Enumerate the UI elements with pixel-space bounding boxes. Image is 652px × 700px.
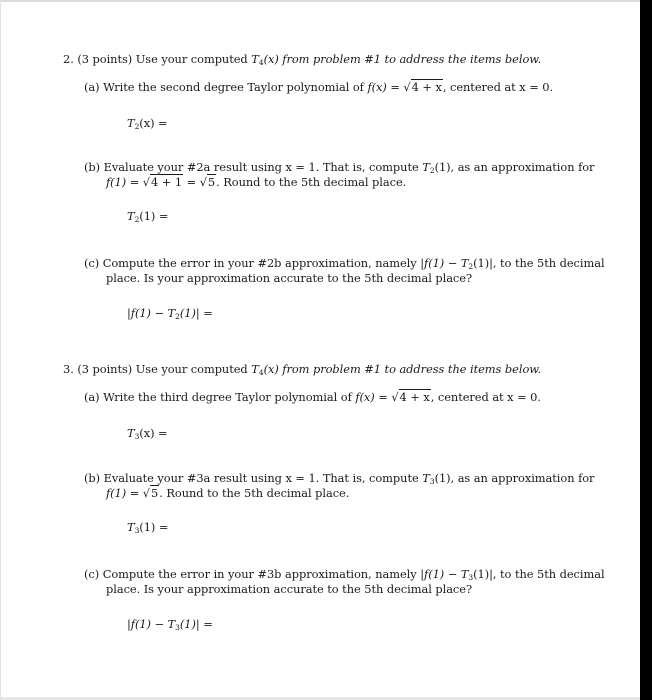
problem-2a-answer-line: $T_2(x)$ =: [127, 116, 168, 131]
problem-2c-prompt-line1: (c) Compute the error in your #2b approximation, namely $|f(1) - T_2(1)|$, to the 5th decimal: [84, 256, 605, 271]
problem-points: (3 points): [77, 362, 133, 376]
problem-3b-prompt-line1: (b) Evaluate your #3a result using x = 1. That is, compute $T_3(1)$, as an approximation for: [84, 471, 595, 486]
problem-3c-prompt-line1: (c) Compute the error in your #3b approximation, namely $|f(1) - T_3(1)|$, to the 5th decimal: [84, 567, 605, 582]
problem-3a-answer-line: $T_3(x)$ =: [127, 426, 168, 441]
problem-2c-prompt-line2: place. Is your approximation accurate to the 5th decimal place?: [106, 271, 473, 285]
problem-points: (3 points): [77, 52, 133, 66]
problem-3b-prompt-line2: f(1) = √5. Round to the 5th decimal place.: [106, 486, 350, 500]
problem-3c-answer-line: $|f(1) - T_3(1)|$ =: [127, 617, 213, 632]
problem-2b-answer-line: $T_2(1)$ =: [127, 209, 169, 224]
problem-3b-answer-line: $T_3(1)$ =: [127, 520, 169, 535]
problem-2-heading: 2. (3 points) Use your computed $T_4(x)$ from problem #1 to address the items below.: [63, 52, 542, 67]
problem-2b-prompt-line2: f(1) = √4 + 1 = √5. Round to the 5th decimal place.: [106, 175, 407, 189]
problem-number: 2.: [63, 52, 74, 66]
problem-2c-answer-line: $|f(1) - T_2(1)|$ =: [127, 306, 213, 321]
problem-3-heading: 3. (3 points) Use your computed $T_4(x)$ from problem #1 to address the items below.: [63, 362, 542, 377]
part-label: (b): [84, 471, 101, 485]
problem-3c-prompt-line2: place. Is your approximation accurate to the 5th decimal place?: [106, 582, 473, 596]
part-label: (c): [84, 567, 100, 581]
problem-3a-prompt: (a) Write the third degree Taylor polynomial of f(x) = √4 + x, centered at x = 0.: [84, 390, 541, 404]
problem-2a-prompt: (a) Write the second degree Taylor polynomial of f(x) = √4 + x, centered at x = 0.: [84, 80, 554, 94]
part-label: (a): [84, 80, 100, 94]
part-label: (b): [84, 160, 101, 174]
part-label: (c): [84, 256, 100, 270]
page-left-edge: [0, 0, 1, 700]
part-label: (a): [84, 390, 100, 404]
viewer-right-border: [640, 0, 652, 700]
page-top-edge: [0, 0, 652, 2]
sqrt-radicand: 4 + x: [399, 390, 430, 404]
sqrt-radicand: 4 + x: [411, 80, 442, 94]
problem-2b-prompt-line1: (b) Evaluate your #2a result using x = 1. That is, compute $T_2(1)$, as an approximation for: [84, 160, 595, 175]
problem-number: 3.: [63, 362, 74, 376]
